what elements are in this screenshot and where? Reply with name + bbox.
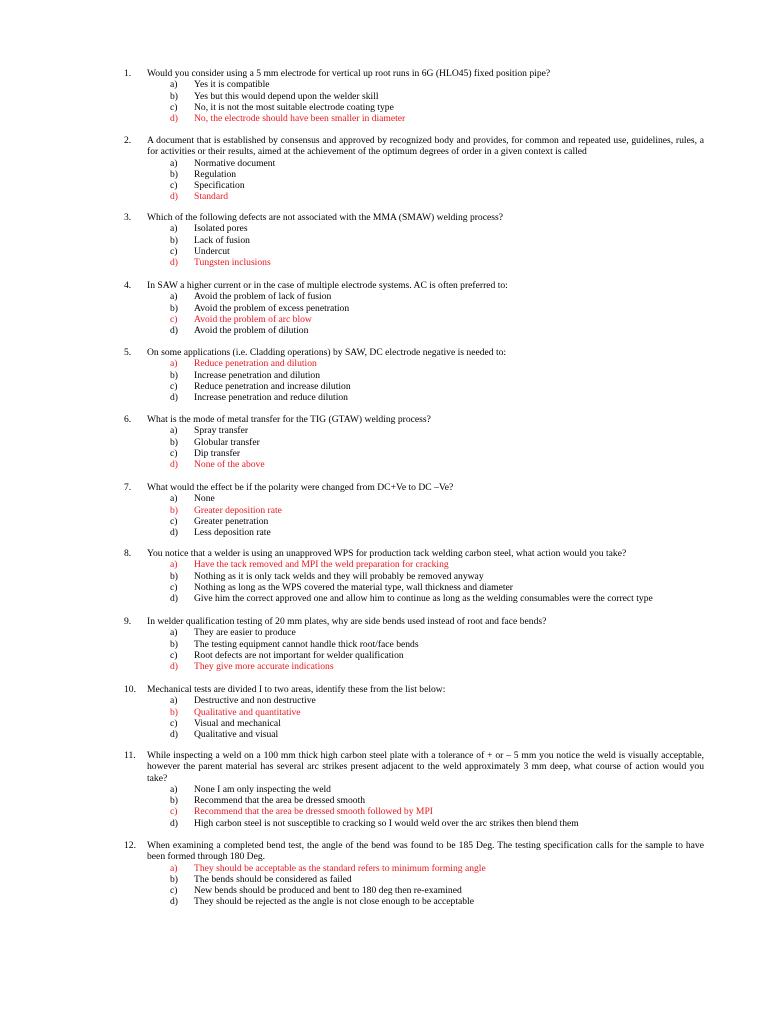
answer-option [124,639,704,650]
answer-options [124,627,704,672]
answer-option [124,303,704,314]
answer-option [124,180,704,191]
answer-option-correct [124,863,704,874]
answer-option [124,627,704,638]
question-block [124,616,704,672]
answer-option-correct [124,505,704,516]
answer-option [124,246,704,257]
question-number: 11. [124,750,136,761]
question-number: 4. [124,280,132,291]
option-text: New bends should be produced and bent to 180 deg then re-examined [194,885,462,897]
option-label: c) [170,806,178,818]
option-text: They should be rejected as the angle is not close enough to be acceptable [194,896,474,908]
answer-option [124,169,704,180]
option-text: None of the above [194,459,265,471]
question-number: 9. [124,616,132,627]
question-text: A document that is established by consensus and approved by recognized body and provides, for common and repeated use, guidelines, rules, a for activities or their results, aimed at the achievement of the optimum degrees of order in a given context is called [147,135,704,158]
answer-option [124,695,704,706]
option-label: a) [170,79,178,91]
answer-option [124,874,704,885]
question-number: 12. [124,840,136,851]
option-label: b) [170,504,178,516]
option-text: They should be acceptable as the standard refers to minimum forming angle [194,862,486,874]
answer-option-correct [124,358,704,369]
option-label: c) [170,649,178,661]
option-label: b) [170,706,178,718]
question-block [124,684,704,740]
answer-options [124,358,704,403]
option-label: b) [170,168,178,180]
option-text: High carbon steel is not susceptible to cracking so I would weld over the arc strikes then blend them [194,817,579,829]
option-text: No, the electrode should have been smaller in diameter [194,113,406,125]
option-label: c) [170,717,178,729]
answer-option [124,91,704,102]
question-block [124,68,704,124]
option-text: Destructive and non destructive [194,695,316,707]
answer-option [124,650,704,661]
answer-option [124,291,704,302]
answer-option [124,896,704,907]
option-text: Qualitative and visual [194,729,279,741]
option-text: Standard [194,191,229,203]
option-label: a) [170,358,178,370]
option-text: Regulation [194,168,237,180]
option-label: c) [170,380,178,392]
option-label: d) [170,593,178,605]
option-text: Recommend that the area be dressed smooth followed by MPI [194,806,433,818]
option-label: a) [170,695,178,707]
option-text: Avoid the problem of lack of fusion [194,291,332,303]
option-label: a) [170,627,178,639]
option-label: d) [170,527,178,539]
answer-option [124,593,704,604]
answer-option-correct [124,806,704,817]
option-text: Less deposition rate [194,527,271,539]
answer-option [124,79,704,90]
question-number: 3. [124,212,132,223]
option-label: a) [170,291,178,303]
option-text: Undercut [194,245,230,257]
option-text: None [194,493,215,505]
option-label: c) [170,180,178,192]
option-text: Normative document [194,157,276,169]
question-block [124,482,704,538]
question-block [124,414,704,470]
option-label: a) [170,157,178,169]
option-text: Increase penetration and reduce dilution [194,392,348,404]
answer-options [124,425,704,470]
answer-option [124,718,704,729]
answer-option [124,448,704,459]
answer-option [124,818,704,829]
answer-option [124,325,704,336]
question-number: 2. [124,135,132,146]
option-text: Root defects are not important for welder qualification [194,649,404,661]
option-text: No, it is not the most suitable electrode coating type [194,101,394,113]
option-text: Greater penetration [194,515,269,527]
answer-option [124,102,704,113]
question-text: Would you consider using a 5 mm electrode for vertical up root runs in 6G (HLO45) fixed position pipe? [147,68,551,79]
option-label: d) [170,392,178,404]
option-text: Have the tack removed and MPI the weld preparation for cracking [194,559,449,571]
option-label: c) [170,515,178,527]
question-block [124,135,704,203]
option-label: b) [170,302,178,314]
option-label: d) [170,817,178,829]
option-text: Increase penetration and dilution [194,369,321,381]
question-text: What is the mode of metal transfer for the TIG (GTAW) welding process? [147,414,431,425]
question-text: In SAW a higher current or in the case of multiple electrode systems. AC is often preferred to: [147,280,508,291]
answer-options [124,79,704,124]
answer-option [124,381,704,392]
question-block [124,840,704,908]
option-text: Tungsten inclusions [194,257,271,269]
question-number: 6. [124,414,132,425]
option-label: d) [170,325,178,337]
answer-options [124,223,704,268]
option-label: d) [170,459,178,471]
option-text: Recommend that the area be dressed smooth [194,795,366,807]
option-text: They are easier to produce [194,627,296,639]
option-label: b) [170,234,178,246]
option-label: d) [170,661,178,673]
question-number: 5. [124,347,132,358]
option-label: d) [170,257,178,269]
option-label: c) [170,447,178,459]
option-text: Nothing as long as the WPS covered the material type, wall thickness and diameter [194,581,513,593]
option-text: The bends should be considered as failed [194,873,352,885]
question-text: While inspecting a weld on a 100 mm thick high carbon steel plate with a tolerance of + or – 5 mm you notice the weld is visually acceptable, however the parent material has several arc strikes present adjacent to the weld approximately 3 mm deep, what course of action would you take? [147,750,704,784]
answer-option [124,729,704,740]
answer-option [124,370,704,381]
answer-option [124,392,704,403]
option-label: d) [170,729,178,741]
option-text: Lack of fusion [194,234,250,246]
answer-options [124,863,704,908]
option-label: a) [170,783,178,795]
option-text: Qualitative and quantitative [194,706,301,718]
question-text: On some applications (i.e. Cladding operations) by SAW, DC electrode negative is needed to: [147,347,507,358]
option-text: Globular transfer [194,436,260,448]
question-text: You notice that a welder is using an unapproved WPS for production tack welding carbon steel, what action would you take? [147,548,627,559]
answer-options [124,784,704,829]
option-text: They give more accurate indications [194,661,334,673]
option-text: Avoid the problem of dilution [194,325,309,337]
answer-option [124,223,704,234]
option-text: Visual and mechanical [194,717,281,729]
option-text: Yes but this would depend upon the welder skill [194,90,379,102]
answer-options [124,493,704,538]
answer-option [124,158,704,169]
answer-options [124,158,704,203]
question-block [124,750,704,829]
question-block [124,347,704,403]
option-text: Greater deposition rate [194,504,282,516]
question-text: Which of the following defects are not associated with the MMA (SMAW) welding process? [147,212,503,223]
option-text: Nothing as it is only tack welds and they will probably be removed anyway [194,570,484,582]
option-label: c) [170,101,178,113]
question-block [124,280,704,336]
answer-option-correct [124,113,704,124]
answer-option [124,527,704,538]
option-label: a) [170,559,178,571]
option-label: b) [170,436,178,448]
option-label: c) [170,245,178,257]
option-label: b) [170,638,178,650]
option-text: Dip transfer [194,447,241,459]
option-label: b) [170,795,178,807]
answer-option-correct [124,459,704,470]
option-text: The testing equipment cannot handle thick root/face bends [194,638,419,650]
option-label: a) [170,425,178,437]
option-text: Give him the correct approved one and allow him to continue as long as the welding consumables were the correct type [194,593,653,605]
option-text: Spray transfer [194,425,249,437]
answer-options [124,695,704,740]
option-label: c) [170,885,178,897]
option-text: Specification [194,180,245,192]
answer-option [124,885,704,896]
option-label: d) [170,191,178,203]
answer-option [124,235,704,246]
answer-option [124,437,704,448]
answer-option-correct [124,661,704,672]
answer-options [124,291,704,336]
option-text: Avoid the problem of arc blow [194,313,312,325]
answer-option-correct [124,314,704,325]
option-text: Yes it is compatible [194,79,270,91]
answer-option [124,784,704,795]
option-label: a) [170,862,178,874]
question-number: 7. [124,482,132,493]
option-label: b) [170,873,178,885]
answer-option [124,795,704,806]
question-text: What would the effect be if the polarity were changed from DC+Ve to DC –Ve? [147,482,454,493]
option-label: b) [170,369,178,381]
question-text: Mechanical tests are divided I to two areas, identify these from the list below: [147,684,446,695]
answer-option [124,493,704,504]
answer-option [124,571,704,582]
option-text: Isolated pores [194,223,248,235]
option-label: c) [170,581,178,593]
question-block [124,548,704,604]
option-label: c) [170,313,178,325]
answer-option-correct [124,257,704,268]
option-text: None I am only inspecting the weld [194,783,331,795]
option-text: Avoid the problem of excess penetration [194,302,350,314]
option-label: b) [170,90,178,102]
answer-option [124,516,704,527]
answer-option [124,582,704,593]
option-label: d) [170,113,178,125]
answer-option [124,425,704,436]
option-text: Reduce penetration and dilution [194,358,317,370]
answer-option-correct [124,707,704,718]
option-label: d) [170,896,178,908]
question-number: 8. [124,548,132,559]
question-text: In welder qualification testing of 20 mm plates, why are side bends used instead of root and face bends? [147,616,547,627]
option-text: Reduce penetration and increase dilution [194,380,351,392]
answer-options [124,559,704,604]
option-label: a) [170,223,178,235]
question-number: 1. [124,68,132,79]
answer-option-correct [124,559,704,570]
answer-option-correct [124,191,704,202]
question-text: When examining a completed bend test, the angle of the bend was found to be 185 Deg. The testing specification calls for the sample to have been formed through 180 Deg. [147,840,704,863]
option-label: a) [170,493,178,505]
question-block [124,212,704,268]
question-number: 10. [124,684,136,695]
option-label: b) [170,570,178,582]
